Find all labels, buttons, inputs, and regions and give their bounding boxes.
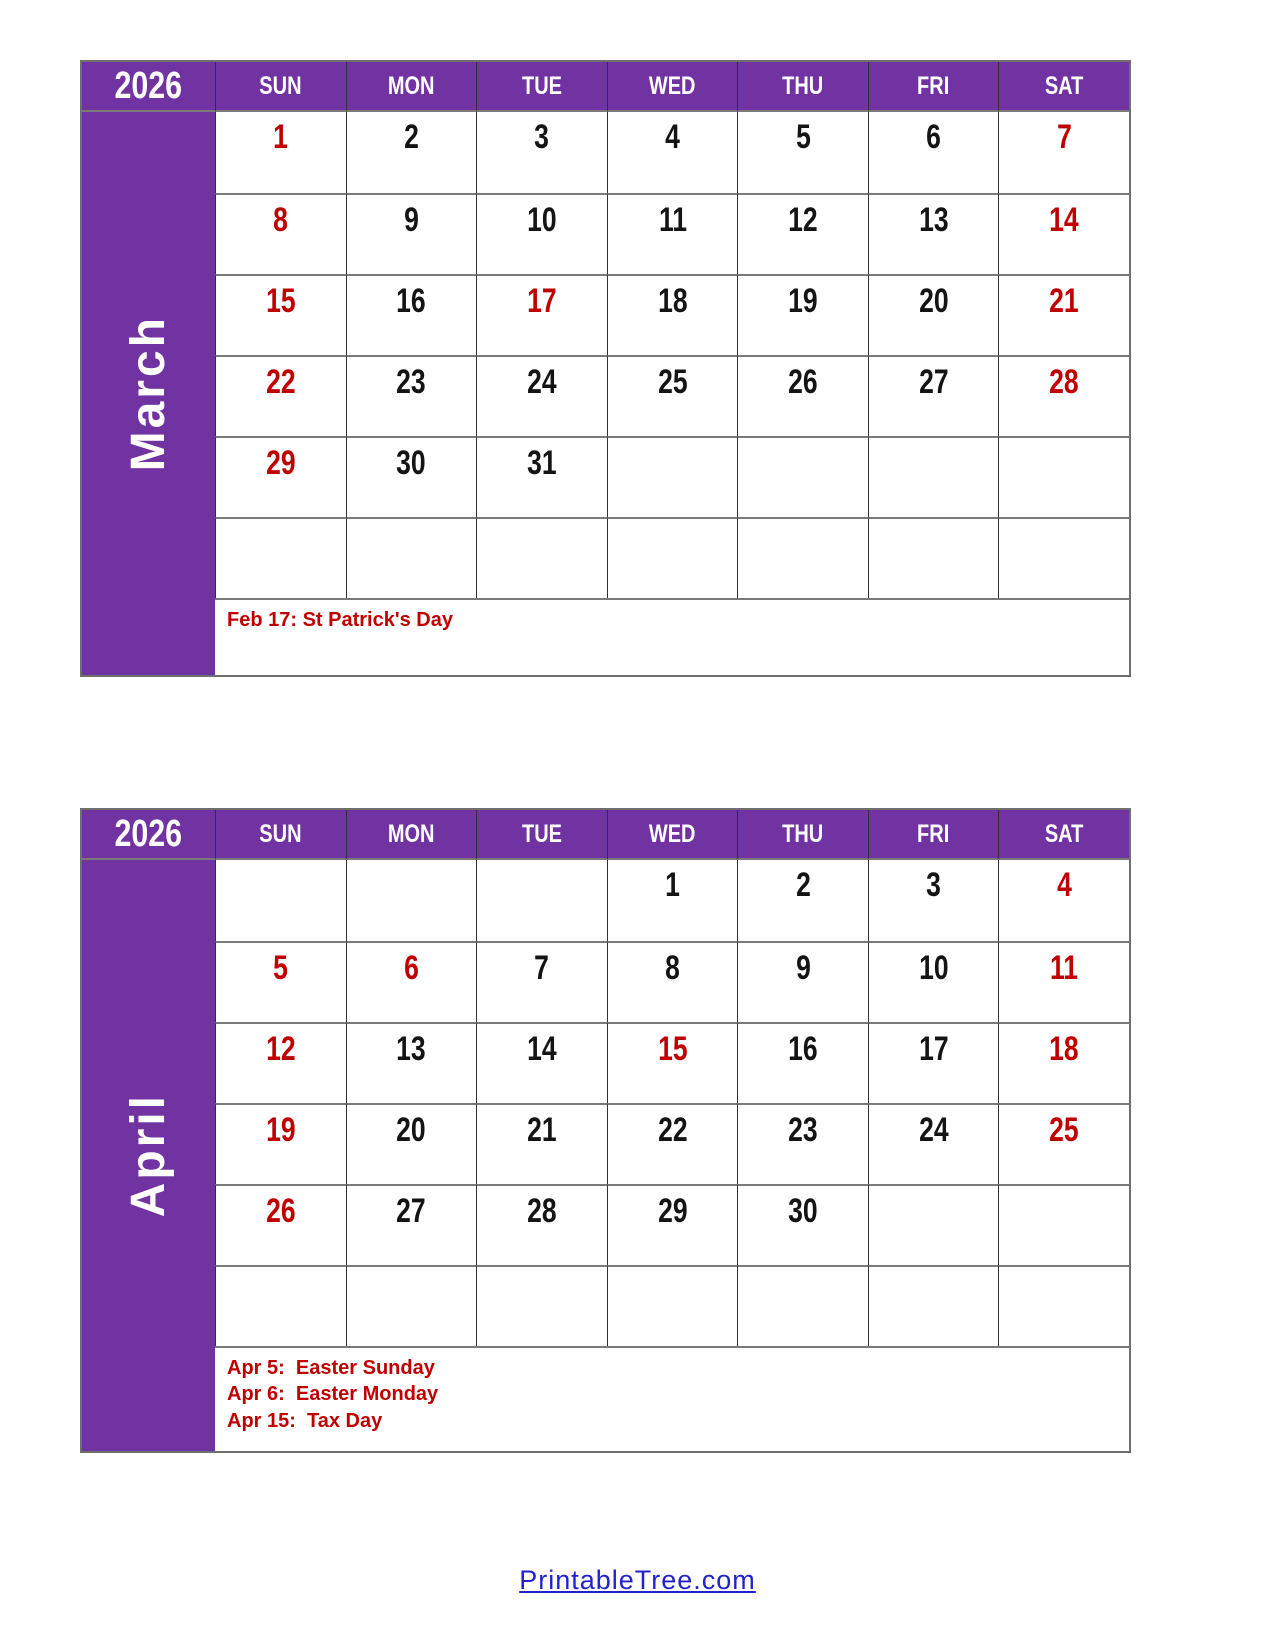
year-label (82, 62, 215, 112)
day-number: 1 (273, 118, 289, 156)
day-number: 23 (788, 1111, 818, 1149)
day-number: 2 (795, 866, 811, 904)
day-number: 1 (665, 866, 680, 904)
day-number: 26 (266, 1192, 296, 1230)
day-cell (868, 193, 999, 274)
day-number: 17 (527, 282, 557, 320)
day-number: 6 (403, 949, 419, 987)
holiday-note: Apr 15: Tax Day (227, 1409, 383, 1432)
holiday-note: Apr 5: Easter Sunday (227, 1357, 435, 1379)
day-cell (346, 860, 477, 941)
day-number: 31 (527, 444, 557, 482)
weekday-label: WED (649, 819, 696, 848)
day-number: 18 (1049, 1030, 1079, 1068)
weekday-label: TUE (521, 819, 562, 848)
day-cell (215, 860, 346, 941)
month-sidebar (82, 112, 215, 675)
day-cell (737, 274, 868, 355)
day-cell (607, 436, 738, 517)
day-number: 20 (396, 1111, 427, 1149)
day-cell (737, 941, 868, 1022)
day-number: 16 (396, 282, 427, 320)
day-cell (998, 941, 1129, 1022)
day-number: 15 (266, 282, 296, 320)
day-number: 13 (396, 1030, 427, 1068)
day-cell (998, 860, 1129, 941)
day-cell (868, 860, 999, 941)
day-number: 10 (918, 949, 949, 987)
day-number: 28 (527, 1192, 557, 1230)
day-number: 3 (926, 866, 942, 904)
day-number: 11 (1050, 949, 1079, 987)
day-number: 5 (273, 949, 289, 987)
day-number: 24 (527, 363, 557, 401)
day-cell (215, 193, 346, 274)
day-cell (476, 860, 607, 941)
day-cell (215, 436, 346, 517)
day-cell (346, 193, 477, 274)
day-number: 10 (527, 201, 557, 239)
holiday-notes (215, 1346, 1129, 1451)
year-text: 2026 (114, 64, 183, 107)
weekday-header (215, 810, 346, 860)
day-cell (868, 1022, 999, 1103)
day-cell (868, 517, 999, 598)
weekday-label: SAT (1044, 71, 1084, 100)
calendar-april (80, 808, 1131, 1453)
day-number: 22 (266, 363, 296, 401)
day-cell (476, 1022, 607, 1103)
year-text: 2026 (114, 812, 183, 855)
weekday-header (607, 810, 738, 860)
day-number: 20 (918, 282, 949, 320)
day-cell (737, 355, 868, 436)
day-cell (868, 1184, 999, 1265)
weekday-label: MON (388, 71, 435, 100)
day-cell (607, 274, 738, 355)
day-cell (737, 1184, 868, 1265)
day-number: 29 (266, 444, 296, 482)
weekday-header (476, 810, 607, 860)
day-cell (607, 941, 738, 1022)
day-cell (476, 1184, 607, 1265)
day-cell (476, 112, 607, 193)
day-cell (737, 436, 868, 517)
day-number: 29 (657, 1192, 688, 1230)
day-number: 6 (926, 118, 942, 156)
month-sidebar (82, 860, 215, 1451)
day-cell (215, 112, 346, 193)
weekday-label: TUE (521, 71, 562, 100)
day-cell (998, 355, 1129, 436)
day-cell (868, 436, 999, 517)
day-cell (607, 1022, 738, 1103)
day-number: 19 (788, 282, 818, 320)
day-number: 14 (527, 1030, 557, 1068)
calendar-march (80, 60, 1131, 677)
day-number: 30 (788, 1192, 818, 1230)
day-cell (737, 1103, 868, 1184)
weekday-label: THU (782, 819, 824, 848)
day-cell (346, 517, 477, 598)
weekday-header (998, 62, 1129, 112)
day-number: 4 (665, 118, 680, 156)
weekday-header (215, 62, 346, 112)
day-cell (476, 1265, 607, 1346)
day-cell (607, 517, 738, 598)
day-cell (346, 436, 477, 517)
weekday-header (737, 62, 868, 112)
day-number: 30 (396, 444, 427, 482)
day-cell (215, 1265, 346, 1346)
day-cell (998, 112, 1129, 193)
weekday-label: FRI (917, 819, 950, 848)
day-cell (737, 1265, 868, 1346)
day-number: 17 (918, 1030, 949, 1068)
day-cell (868, 274, 999, 355)
month-label: April (122, 1093, 175, 1218)
day-cell (607, 355, 738, 436)
weekday-label: FRI (917, 71, 950, 100)
site-footer (0, 1565, 1275, 1596)
day-cell (737, 517, 868, 598)
weekday-label: WED (649, 71, 696, 100)
day-number: 21 (527, 1111, 557, 1149)
day-cell (476, 355, 607, 436)
day-cell (346, 112, 477, 193)
day-number: 9 (795, 949, 811, 987)
day-cell (998, 1103, 1129, 1184)
holiday-note: Feb 17: St Patrick's Day (227, 609, 453, 631)
day-cell (998, 1022, 1129, 1103)
day-cell (868, 112, 999, 193)
day-cell (346, 274, 477, 355)
day-number: 2 (403, 118, 419, 156)
day-cell (737, 1022, 868, 1103)
day-cell (346, 941, 477, 1022)
day-cell (476, 941, 607, 1022)
day-cell (998, 436, 1129, 517)
day-number: 22 (657, 1111, 688, 1149)
day-cell (737, 860, 868, 941)
day-number: 8 (273, 201, 289, 239)
day-number: 7 (1056, 118, 1072, 156)
weekday-label: SUN (259, 819, 302, 848)
day-cell (476, 274, 607, 355)
weekday-label: THU (782, 71, 824, 100)
day-cell (868, 355, 999, 436)
day-cell (737, 193, 868, 274)
weekday-label: SAT (1044, 819, 1084, 848)
holiday-note: Apr 6: Easter Monday (227, 1383, 439, 1406)
day-cell (998, 1184, 1129, 1265)
month-label: March (122, 315, 175, 472)
day-number: 25 (657, 363, 688, 401)
day-number: 12 (266, 1030, 296, 1068)
day-number: 12 (788, 201, 818, 239)
day-number: 25 (1049, 1111, 1079, 1149)
weekday-label: MON (388, 819, 435, 848)
day-number: 8 (665, 949, 680, 987)
day-number: 21 (1049, 282, 1079, 320)
day-cell (998, 193, 1129, 274)
day-cell (998, 517, 1129, 598)
day-cell (215, 1184, 346, 1265)
day-cell (607, 112, 738, 193)
day-number: 19 (266, 1111, 296, 1149)
day-cell (607, 1265, 738, 1346)
day-number: 14 (1049, 201, 1079, 239)
day-number: 9 (403, 201, 419, 239)
day-cell (607, 860, 738, 941)
day-number: 27 (396, 1192, 427, 1230)
year-label (82, 810, 215, 860)
weekday-header (346, 810, 477, 860)
weekday-header (998, 810, 1129, 860)
day-number: 7 (534, 949, 550, 987)
day-cell (215, 941, 346, 1022)
day-number: 18 (657, 282, 688, 320)
day-number: 3 (534, 118, 550, 156)
weekday-header (607, 62, 738, 112)
day-cell (346, 1022, 477, 1103)
day-cell (607, 193, 738, 274)
day-cell (215, 355, 346, 436)
day-cell (215, 1103, 346, 1184)
holiday-notes (215, 598, 1129, 675)
day-cell (215, 274, 346, 355)
day-cell (607, 1184, 738, 1265)
weekday-header (737, 810, 868, 860)
day-cell (737, 112, 868, 193)
day-number: 15 (657, 1030, 688, 1068)
day-cell (476, 436, 607, 517)
day-number: 26 (788, 363, 818, 401)
day-number: 4 (1056, 866, 1072, 904)
day-number: 13 (918, 201, 949, 239)
day-number: 23 (396, 363, 427, 401)
day-number: 11 (658, 201, 687, 239)
day-cell (346, 1103, 477, 1184)
day-cell (476, 1103, 607, 1184)
day-cell (998, 1265, 1129, 1346)
weekday-header (476, 62, 607, 112)
weekday-label: SUN (259, 71, 302, 100)
weekday-header (868, 62, 999, 112)
day-cell (476, 517, 607, 598)
weekday-header (868, 810, 999, 860)
day-number: 27 (918, 363, 949, 401)
day-cell (346, 355, 477, 436)
day-cell (868, 1103, 999, 1184)
day-cell (607, 1103, 738, 1184)
day-number: 28 (1049, 363, 1079, 401)
day-number: 24 (918, 1111, 949, 1149)
day-cell (215, 517, 346, 598)
day-number: 16 (788, 1030, 818, 1068)
day-cell (346, 1184, 477, 1265)
site-link[interactable]: PrintableTree.com (519, 1565, 756, 1595)
day-cell (868, 941, 999, 1022)
day-cell (346, 1265, 477, 1346)
day-cell (998, 274, 1129, 355)
weekday-header (346, 62, 477, 112)
day-cell (476, 193, 607, 274)
day-cell (215, 1022, 346, 1103)
day-number: 5 (795, 118, 811, 156)
day-cell (868, 1265, 999, 1346)
